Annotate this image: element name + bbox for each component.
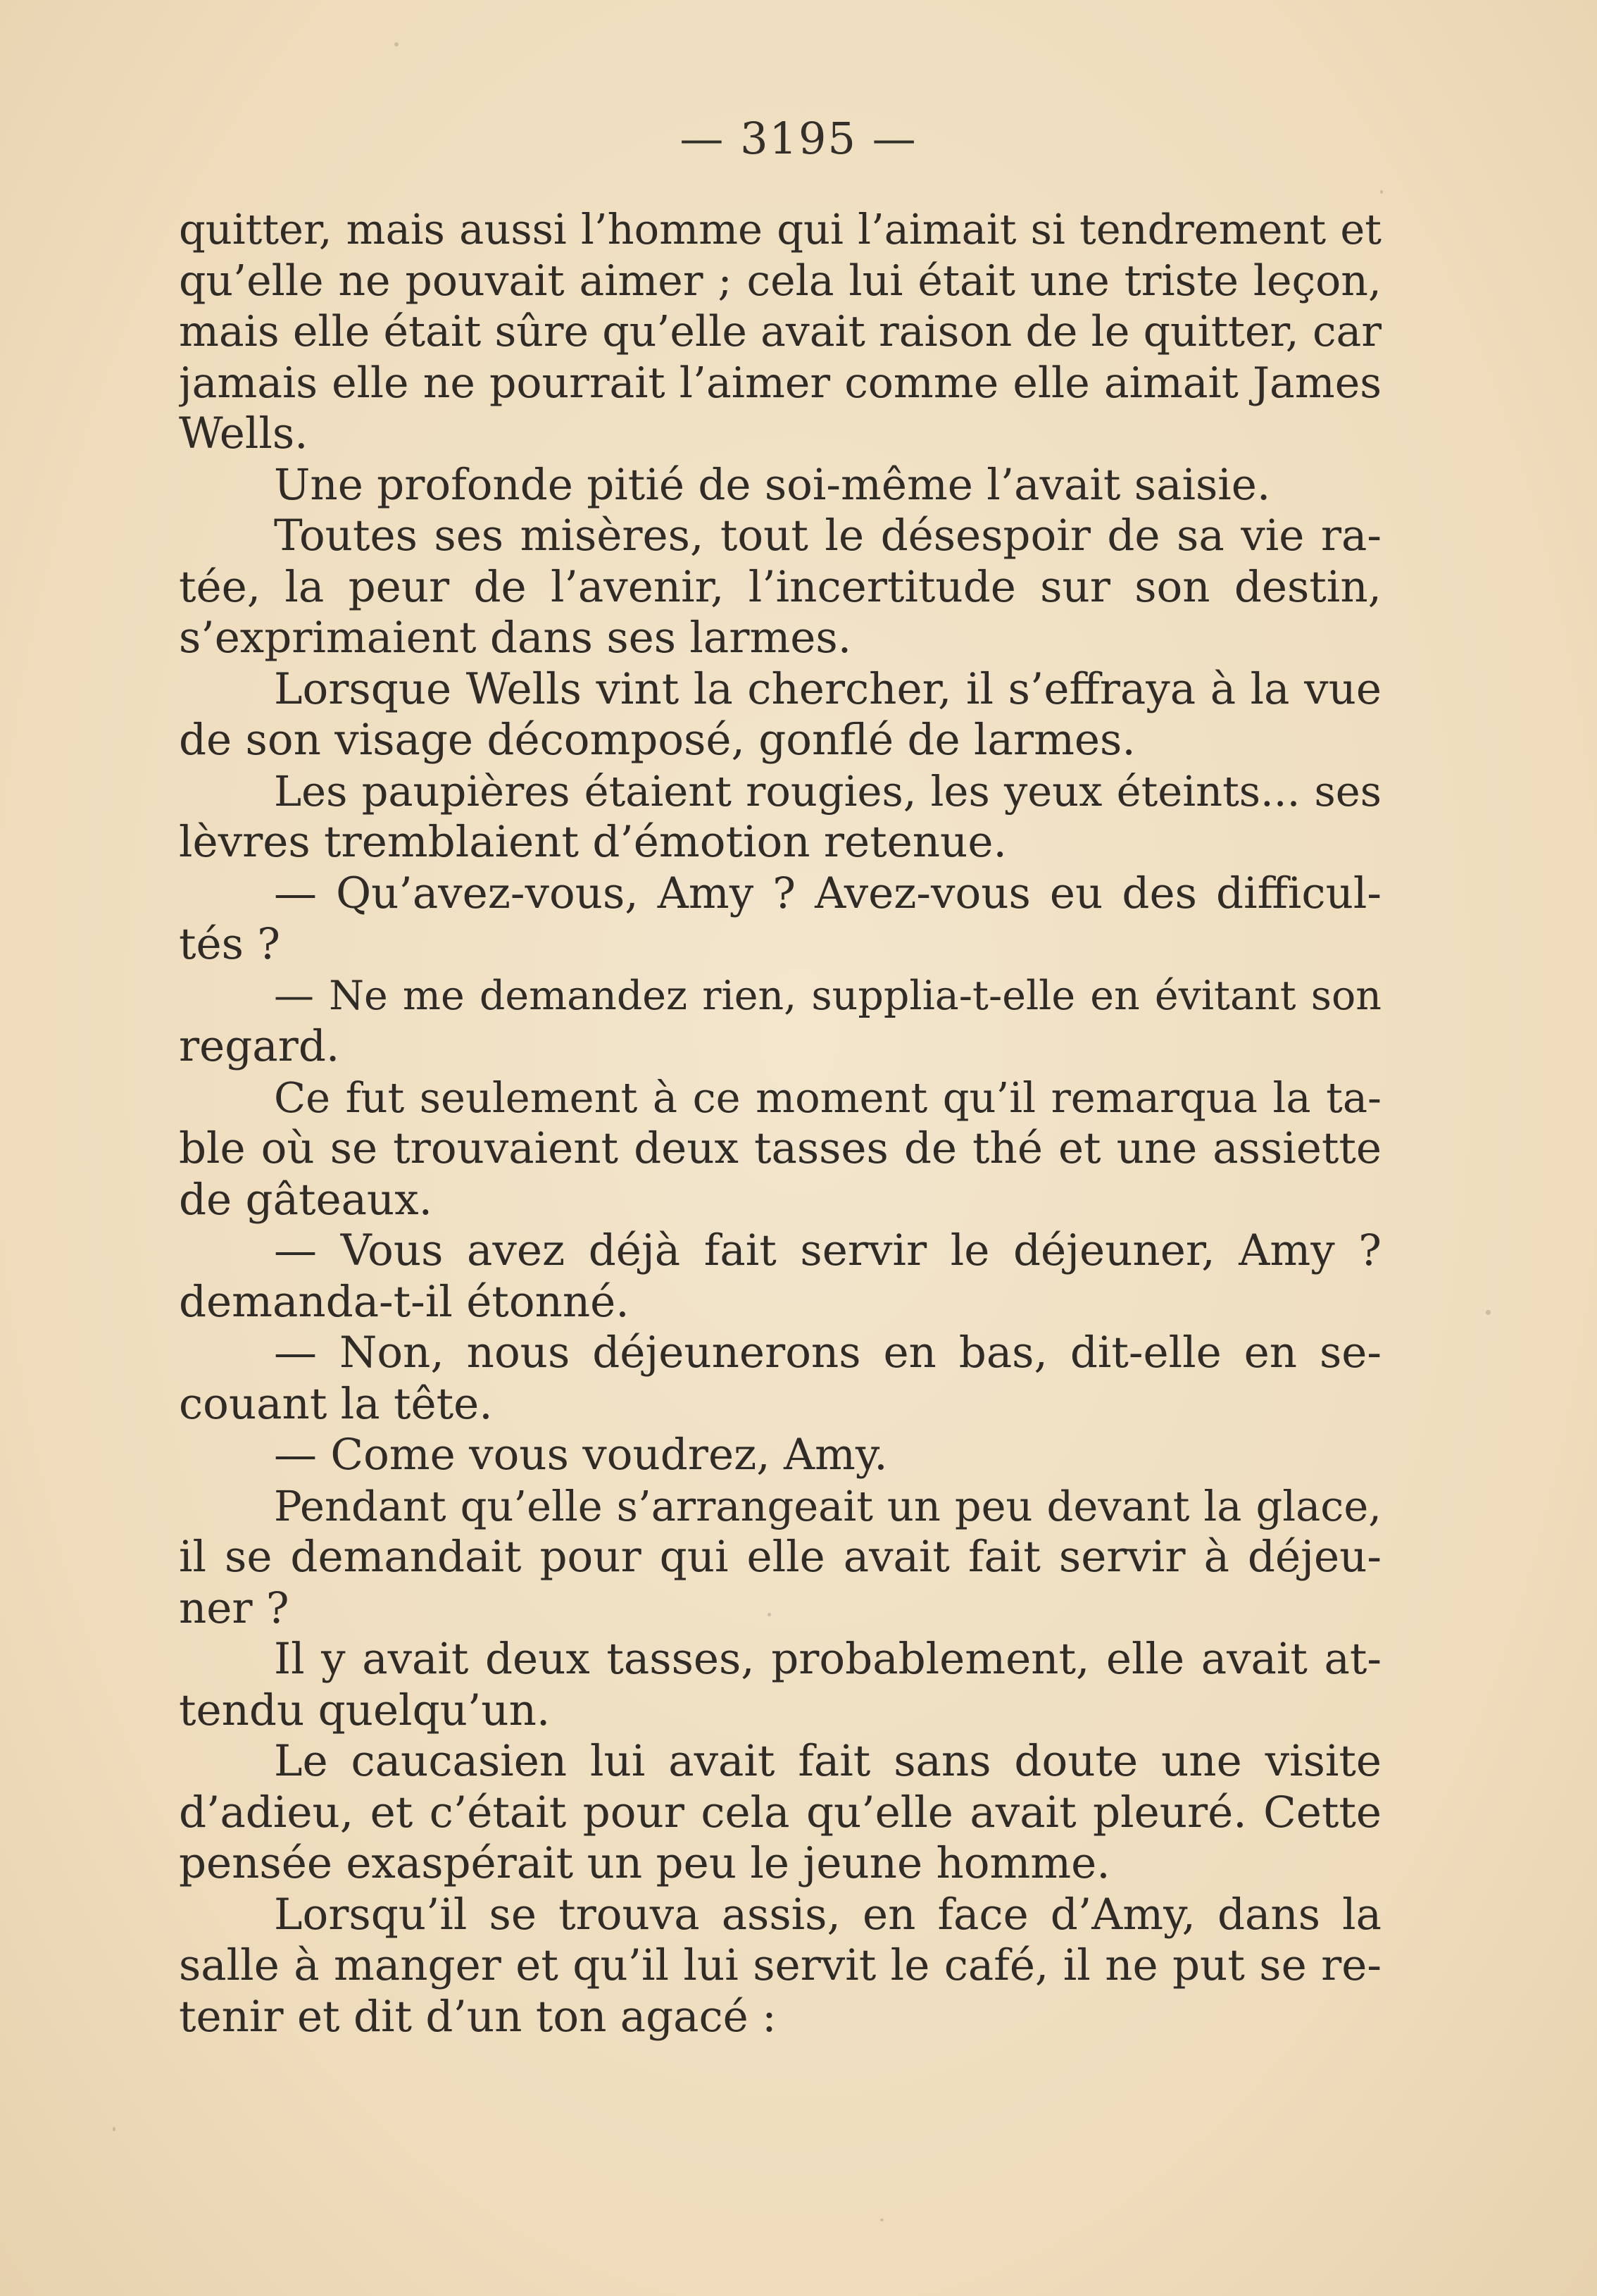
text-line: ner ? <box>179 1583 289 1633</box>
text-line: — Ne me demandez rien, supplia-t-elle en évitant son <box>274 972 1382 1019</box>
text-line: tenir et dit d’un ton agacé : <box>179 1991 777 2042</box>
text-line: Lorsqu’il se trouva assis, en face d’Amy, dans la <box>274 1889 1382 1940</box>
text-line: il se demandait pour qui elle avait fait servir à déjeu- <box>179 1532 1382 1582</box>
text-line: — Non, nous déjeunerons en bas, dit-elle en se- <box>274 1328 1382 1378</box>
text-line: Une profonde pitié de soi-même l’avait saisie. <box>274 459 1271 510</box>
text-line: mais elle était sûre qu’elle avait raison de le quitter, car <box>179 307 1382 356</box>
paper-speck <box>1380 190 1383 194</box>
page-number: — 3195 — <box>679 113 918 164</box>
text-line: d’adieu, et c’était pour cela qu’elle avait pleuré. Cette <box>179 1787 1382 1838</box>
text-line: de gâteaux. <box>179 1174 433 1225</box>
paper-speck <box>113 2127 115 2131</box>
text-line: regard. <box>179 1021 340 1071</box>
text-line: — Come vous voudrez, Amy. <box>274 1430 888 1480</box>
body-text <box>179 204 1382 2042</box>
text-line: s’exprimaient dans ses larmes. <box>179 613 852 663</box>
text-line: qu’elle ne pouvait aimer ; cela lui était une triste leçon, <box>179 256 1382 306</box>
text-line: tés ? <box>179 919 281 969</box>
text-line: tée, la peur de l’avenir, l’incertitude sur son destin, <box>179 561 1382 612</box>
text-line: Pendant qu’elle s’arrangeait un peu devant la glace, <box>274 1481 1382 1530</box>
text-line: Lorsque Wells vint la chercher, il s’effraya à la vue <box>274 663 1382 714</box>
text-line: salle à manger et qu’il lui servit le café, il ne put se re- <box>179 1940 1382 1990</box>
text-line: Ce fut seulement à ce moment qu’il remarqua la ta- <box>274 1073 1382 1122</box>
text-line: tendu quelqu’un. <box>179 1685 551 1735</box>
text-line: Wells. <box>179 408 308 458</box>
text-line: Il y avait deux tasses, probablement, elle avait at- <box>274 1634 1382 1684</box>
text-line: — Qu’avez-vous, Amy ? Avez-vous eu des difficul- <box>274 868 1382 918</box>
text-line: quitter, mais aussi l’homme qui l’aimait si tendrement et <box>179 205 1382 254</box>
text-line: pensée exaspérait un peu le jeune homme. <box>179 1838 1110 1888</box>
text-line: Les paupières étaient rougies, les yeux éteints... ses <box>274 766 1382 816</box>
text-line: demanda-t-il étonné. <box>179 1276 630 1327</box>
text-line: Toutes ses misères, tout le désespoir de sa vie ra- <box>274 511 1382 561</box>
paper-speck <box>768 1613 771 1616</box>
paper-speck <box>394 42 399 46</box>
paper-speck <box>1486 1310 1491 1315</box>
text-line: de son visage décomposé, gonflé de larmes. <box>179 715 1136 765</box>
paper-speck <box>880 2219 884 2221</box>
text-line: jamais elle ne pourrait l’aimer comme elle aimait James <box>179 358 1382 408</box>
text-line: Le caucasien lui avait fait sans doute une visite <box>274 1736 1382 1786</box>
text-line: couant la tête. <box>179 1378 493 1429</box>
text-line: lèvres tremblaient d’émotion retenue. <box>179 817 1007 867</box>
text-line: — Vous avez déjà fait servir le déjeuner, Amy ? <box>274 1225 1382 1275</box>
text-line: ble où se trouvaient deux tasses de thé et une assiette <box>179 1123 1382 1173</box>
